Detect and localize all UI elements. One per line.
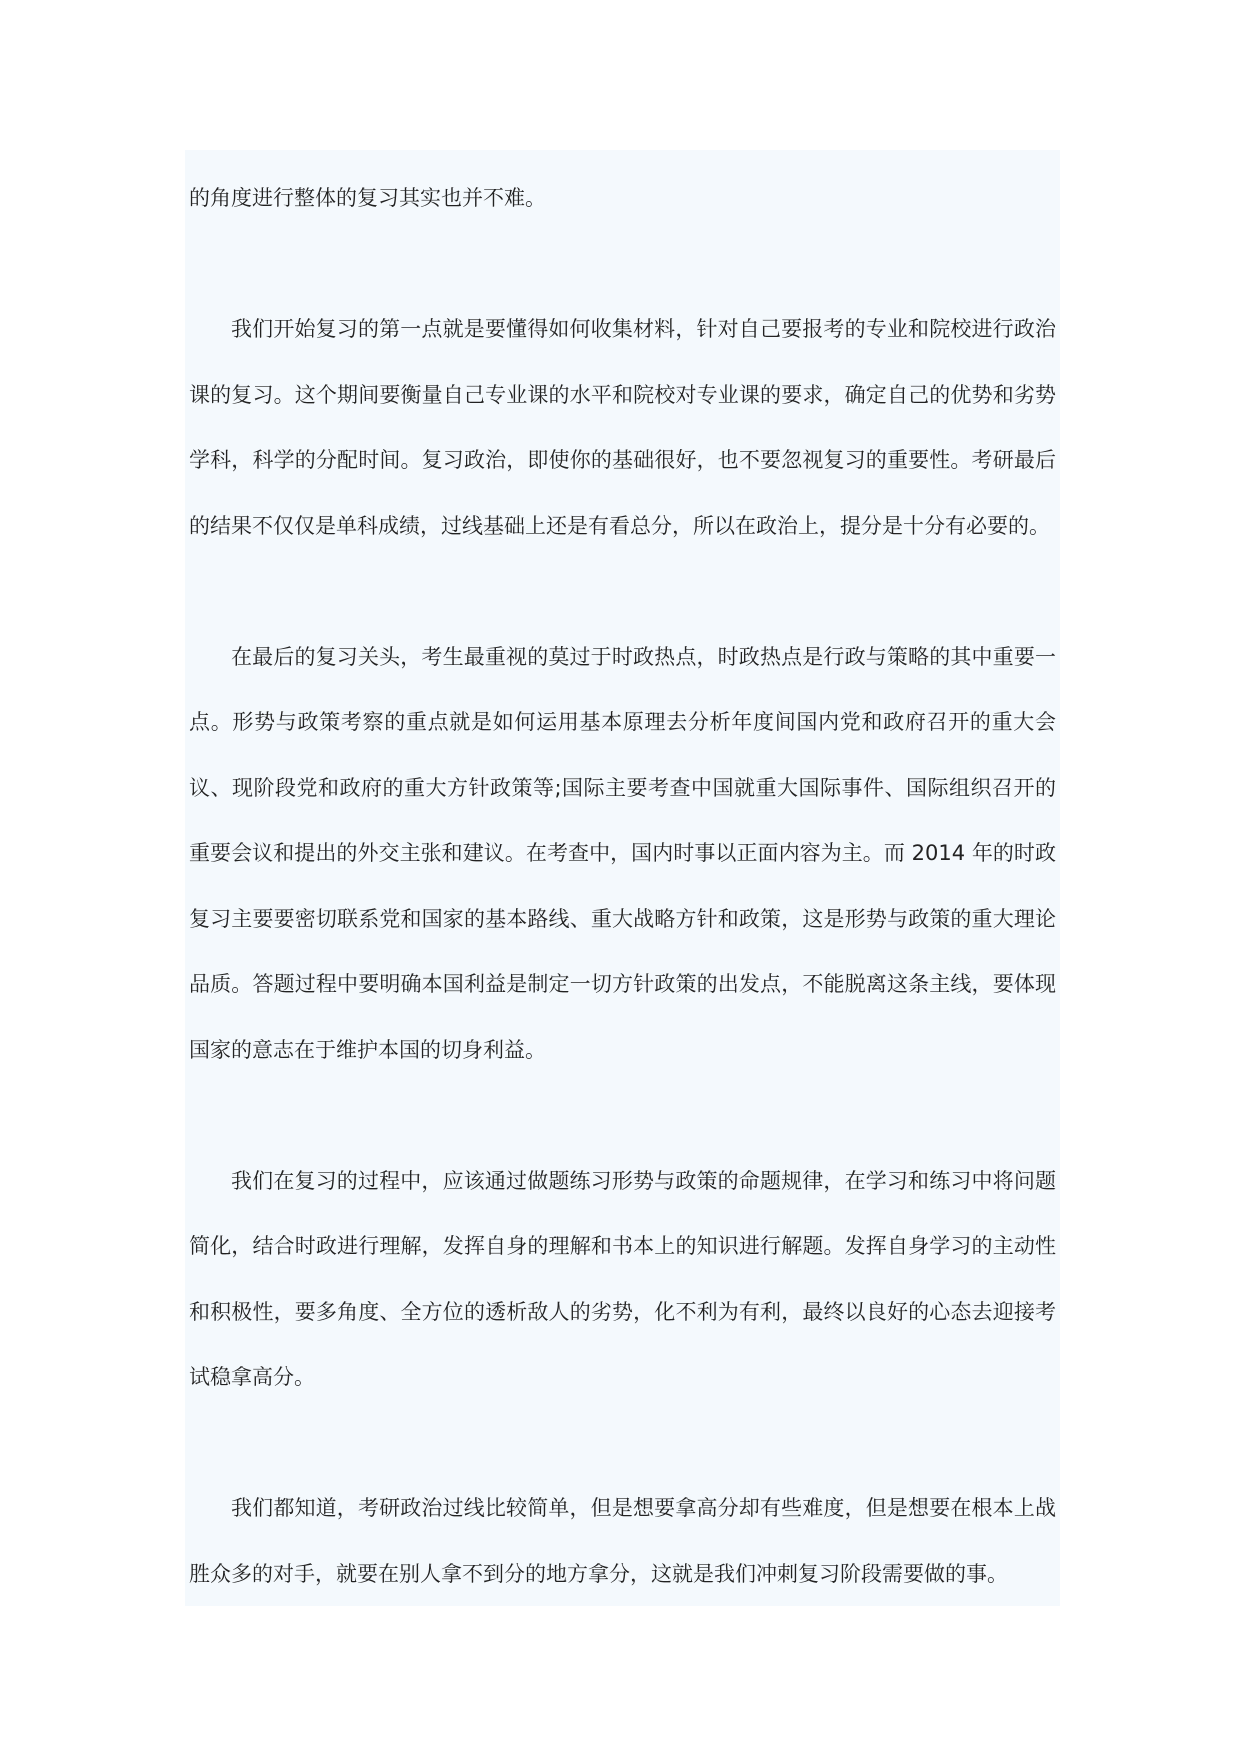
paragraph-3: 在最后的复习关头，考生最重视的莫过于时政热点，时政热点是行政与策略的其中重要一点。形势与政策考察的重点就是如何运用基本原理去分析年度间国内党和政府召开的重大会议、现阶段党和政府的重大方针政策等;国际主要考查中国就重大国际事件、国际组织召开的重要会议和提出的外交主张和建议。在考查中，国内时事以正面内容为主。而 2014 年的时政复习主要要密切联系党和国家的基本路线、重大战略方针和政策，这是形势与政策的重大理论品质。答题过程中要明确本国利益是制定一切方针政策的出发点，不能脱离这条主线，要体现国家的意志在于维护本国的切身利益。 bbox=[189, 644, 1056, 1062]
paragraph-2: 我们开始复习的第一点就是要懂得如何收集材料，针对自己要报考的专业和院校进行政治课的复习。这个期间要衡量自己专业课的水平和院校对专业课的要求，确定自己的优势和劣势学科，科学的分配时间。复习政治，即使你的基础很好，也不要忽视复习的重要性。考研最后的结果不仅仅是单科成绩，过线基础上还是有看总分，所以在政治上，提分是十分有必要的。 bbox=[189, 317, 1056, 538]
paragraph-5: 我们都知道，考研政治过线比较简单，但是想要拿高分却有些难度，但是想要在根本上战胜众多的对手，就要在别人拿不到分的地方拿分，这就是我们冲刺复习阶段需要做的事。 bbox=[189, 1496, 1056, 1586]
article-text-block bbox=[185, 150, 1060, 1606]
paragraph-4: 我们在复习的过程中，应该通过做题练习形势与政策的命题规律，在学习和练习中将问题简化，结合时政进行理解，发挥自身的理解和书本上的知识进行解题。发挥自身学习的主动性和积极性，要多角度、全方位的透析敌人的劣势，化不利为有利，最终以良好的心态去迎接考试稳拿高分。 bbox=[189, 1168, 1056, 1389]
paragraph-1: 的角度进行整体的复习其实也并不难。 bbox=[189, 186, 546, 210]
